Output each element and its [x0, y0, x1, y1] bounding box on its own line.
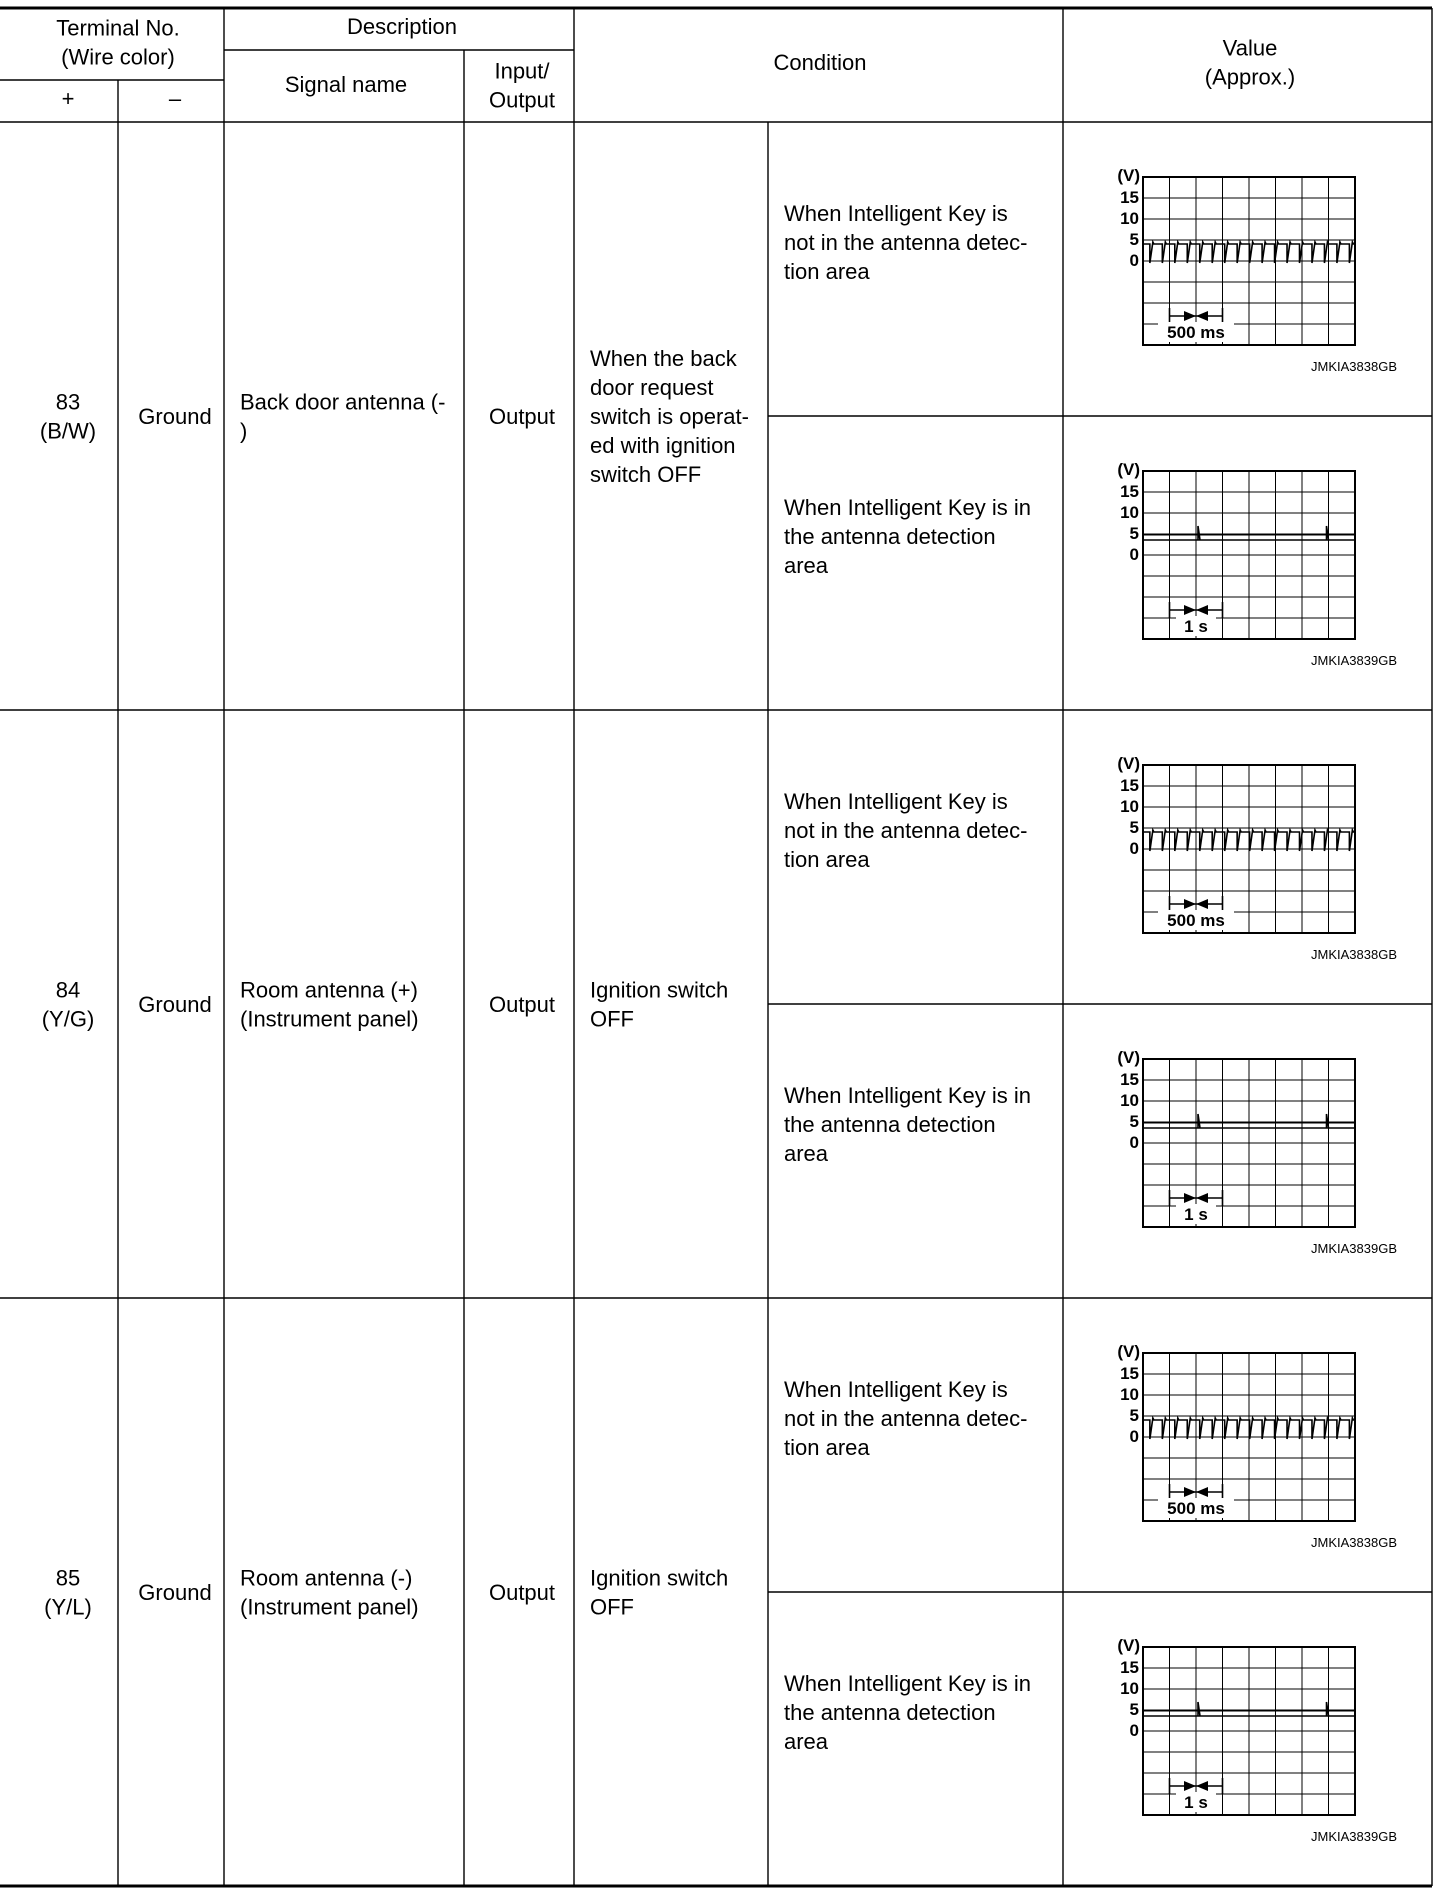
io-label: Output [488, 404, 556, 429]
io-label: Output [488, 992, 556, 1017]
scope-scale-arrow [1184, 1193, 1196, 1203]
scope-scale-arrow [1184, 899, 1196, 909]
header-terminal-no: (Wire color) [61, 44, 175, 70]
scope-y-unit: (V) [1117, 1048, 1140, 1067]
scope-scale-arrow [1184, 605, 1196, 615]
scope-scale-arrow [1196, 899, 1208, 909]
scope-y-tick: 10 [1120, 209, 1139, 228]
condition-text: OFF [590, 1594, 634, 1620]
ground-label: Ground [138, 404, 212, 429]
scope-y-tick: 5 [1129, 524, 1139, 543]
terminal-number: 85 [55, 1565, 81, 1591]
terminal-number: (Y/G) [41, 1006, 95, 1032]
figure-id: JMKIA3838GB [1311, 947, 1397, 962]
header-input-output: Input/ [494, 58, 550, 84]
io-label: Output [488, 1580, 556, 1605]
signal-name: Room antenna (+) [240, 977, 418, 1003]
subcondition-text: not in the antenna detec- [784, 1406, 1028, 1431]
scope-scale-arrow [1196, 1487, 1208, 1497]
figure-id: JMKIA3839GB [1311, 653, 1397, 668]
subcondition-text: When Intelligent Key is [784, 1377, 1008, 1402]
subcondition-text: area [784, 1141, 829, 1166]
scope-y-tick: 15 [1120, 1364, 1139, 1383]
scope-y-tick: 0 [1129, 1721, 1139, 1740]
figure-id: JMKIA3838GB [1311, 359, 1397, 374]
condition-text: ed with ignition [590, 433, 736, 458]
scope-y-tick: 15 [1120, 1070, 1139, 1089]
subcondition-text: the antenna detection [784, 524, 996, 549]
header-signal-name: Signal name [284, 72, 408, 97]
subcondition-text: area [784, 553, 829, 578]
scope-y-unit: (V) [1117, 1636, 1140, 1655]
scope-scale-arrow [1184, 1781, 1196, 1791]
scope-y-tick: 0 [1129, 545, 1139, 564]
scope-y-tick: 5 [1129, 1112, 1139, 1131]
header-input-output: Output [488, 87, 556, 113]
scope-y-tick: 10 [1120, 1679, 1139, 1698]
figure-id: JMKIA3839GB [1311, 1241, 1397, 1256]
scope-y-unit: (V) [1117, 460, 1140, 479]
subcondition-text: tion area [784, 847, 870, 872]
scope-y-tick: 5 [1129, 818, 1139, 837]
scope-time-scale: 500 ms [1167, 323, 1225, 342]
terminal-number: 83 [55, 389, 81, 415]
scope-y-tick: 15 [1120, 482, 1139, 501]
signal-name: Room antenna (-) [240, 1565, 413, 1591]
scope-time-scale: 500 ms [1167, 1499, 1225, 1518]
header-minus: – [168, 86, 182, 111]
scope-time-scale: 1 s [1184, 1205, 1208, 1224]
scope-waveform [1143, 1418, 1355, 1439]
header-plus: + [61, 86, 75, 111]
scope-scale-arrow [1196, 311, 1208, 321]
scope-scale-arrow [1196, 1193, 1208, 1203]
header-value: (Approx.) [1204, 64, 1296, 90]
scope-y-tick: 0 [1129, 839, 1139, 858]
scope-y-tick: 10 [1120, 1091, 1139, 1110]
terminal-number: 84 [55, 977, 81, 1003]
scope-y-unit: (V) [1117, 1342, 1140, 1361]
scope-y-tick: 0 [1129, 251, 1139, 270]
oscilloscope-figure [1117, 460, 1397, 668]
ground-label: Ground [138, 992, 212, 1017]
scope-y-tick: 10 [1120, 797, 1139, 816]
scope-y-tick: 15 [1120, 1658, 1139, 1677]
scope-y-tick: 15 [1120, 776, 1139, 795]
scope-time-scale: 500 ms [1167, 911, 1225, 930]
oscilloscope-figure [1117, 1048, 1397, 1256]
terminal-number: (B/W) [39, 418, 97, 444]
scope-y-tick: 10 [1120, 1385, 1139, 1404]
ground-label: Ground [138, 1580, 212, 1605]
oscilloscope-figure [1117, 754, 1397, 962]
header-condition: Condition [773, 50, 867, 75]
scope-y-tick: 5 [1129, 230, 1139, 249]
scope-y-tick: 5 [1129, 1700, 1139, 1719]
subcondition-text: When Intelligent Key is [784, 789, 1008, 814]
subcondition-text: tion area [784, 259, 870, 284]
scope-scale-arrow [1184, 311, 1196, 321]
condition-text: switch is operat- [590, 404, 749, 429]
signal-name: Back door antenna (- [240, 389, 446, 415]
signal-name: ) [240, 418, 248, 444]
condition-text: switch OFF [590, 462, 702, 487]
scope-scale-arrow [1184, 1487, 1196, 1497]
scope-time-scale: 1 s [1184, 1793, 1208, 1812]
subcondition-text: When Intelligent Key is in [784, 495, 1032, 520]
signal-name: (Instrument panel) [240, 1006, 419, 1032]
subcondition-text: the antenna detection [784, 1112, 996, 1137]
scope-waveform [1143, 242, 1355, 263]
subcondition-text: the antenna detection [784, 1700, 996, 1725]
scope-waveform [1143, 830, 1355, 851]
condition-text: When the back [590, 346, 737, 371]
table-grid [0, 8, 1432, 1886]
subcondition-text: not in the antenna detec- [784, 818, 1028, 843]
figure-id: JMKIA3838GB [1311, 1535, 1397, 1550]
scope-y-tick: 0 [1129, 1133, 1139, 1152]
condition-text: OFF [590, 1006, 634, 1032]
scope-scale-arrow [1196, 1781, 1208, 1791]
scope-time-scale: 1 s [1184, 617, 1208, 636]
table-text [40, 14, 1295, 1754]
condition-text: Ignition switch [590, 1565, 729, 1591]
header-terminal-no: Terminal No. [56, 15, 180, 41]
subcondition-text: When Intelligent Key is [784, 201, 1008, 226]
scope-y-unit: (V) [1117, 754, 1140, 773]
oscilloscope-figure [1117, 1342, 1397, 1550]
condition-text: Ignition switch [590, 977, 729, 1003]
condition-text: door request [590, 375, 714, 400]
oscilloscope-figure [1117, 166, 1397, 374]
scope-y-tick: 0 [1129, 1427, 1139, 1446]
figure-id: JMKIA3839GB [1311, 1829, 1397, 1844]
scope-y-unit: (V) [1117, 166, 1140, 185]
subcondition-text: not in the antenna detec- [784, 230, 1028, 255]
subcondition-text: tion area [784, 1435, 870, 1460]
oscilloscope-figure [1117, 1636, 1397, 1844]
subcondition-text: When Intelligent Key is in [784, 1671, 1032, 1696]
signal-name: (Instrument panel) [240, 1594, 419, 1620]
scope-y-tick: 15 [1120, 188, 1139, 207]
scope-scale-arrow [1196, 605, 1208, 615]
scope-y-tick: 10 [1120, 503, 1139, 522]
header-value: Value [1222, 35, 1278, 61]
scope-y-tick: 5 [1129, 1406, 1139, 1425]
subcondition-text: When Intelligent Key is in [784, 1083, 1032, 1108]
header-description: Description [346, 14, 458, 39]
terminal-number: (Y/L) [44, 1594, 92, 1620]
subcondition-text: area [784, 1729, 829, 1754]
